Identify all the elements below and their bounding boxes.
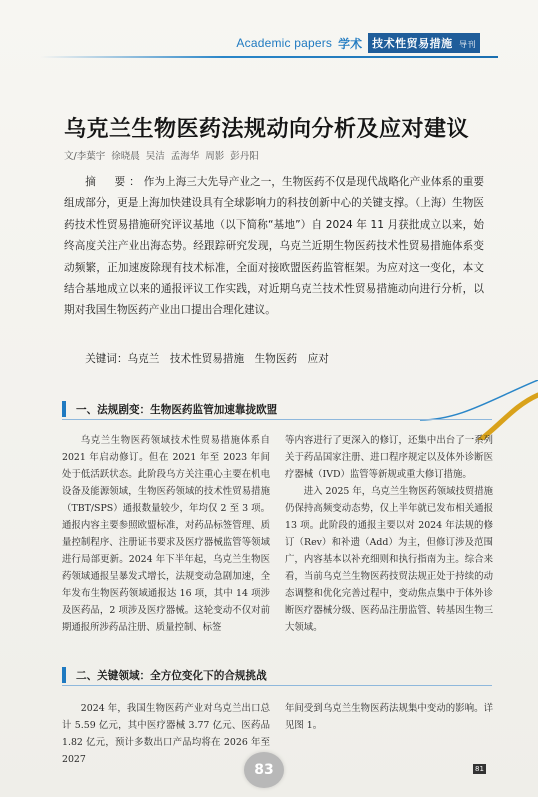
page-number-small: 81 [475,765,484,773]
abstract-paragraph [64,172,484,322]
section-1-column-left [62,432,270,636]
section-1-paragraph-3: 进入 2025 年，乌克兰生物医药领域技贸措施仍保持高频变动态势，仅上半年就已发布相关通报 13 项。此阶段的通报主要以对 2024 年法规的修订（Rev）和补遗（Add）为主，但修订涉及范围广，内容基本以补充细则和执行指南为主。综合来看，当前乌克兰生物医药技贸法规正处于持续的动态调整和优化完善过程中，变动焦点集中于体外诊断医疗器械分级、医药品注册监管、转基因生物三大领域。 [285,486,493,633]
page-number-badge: 83 [244,752,284,788]
article-authors: 文/李葉宇 徐晓晨 吴洁 孟海华 周影 彭丹阳 [64,151,259,162]
abstract-label: 摘 要： [85,176,144,188]
section-2-heading [62,664,273,686]
abstract-text: 作为上海三大先导产业之一，生物医药不仅是现代战略化产业体系的重要组成部分，更是上海加快建设具有全球影响力的科技创新中心的关键支撑。（上海）生物医药技术性贸易措施研究评议基地（以下简称“基地”）自 2024 年 11 月获批成立以来，始终高度关注产业出海态势。经跟踪研究发现，乌克兰近期生物医药技术性贸易措施体系变动频繁，正加速废除现有技术标准，全面对接欧盟医药监管框架。为应对这一变化，本文结合基地成立以来的通报评议工作实践，对近期乌克兰技术性贸易措施动向进行分析，以期对我国生物医药产业出口提出合理化建议。 [64,176,485,317]
section-2-rule [62,685,492,686]
abstract-block [64,172,484,322]
section-1-column-right [285,432,493,636]
journal-logo-tag: 导刊 [459,40,476,49]
section-2-column-left [62,700,270,768]
decorative-curve [420,380,538,440]
section-2-title: 二、关键领域：全方位变化下的合规挑战 [76,669,267,682]
section-1-rule [62,419,492,420]
section-2-paragraph-2: 年间受到乌克兰生物医药法规集中变动的影响。详见图 1。 [285,703,493,731]
header-divider [40,56,498,58]
section-1-title: 一、法规剧变：生物医药监管加速靠拢欧盟 [76,403,278,416]
section-2-column-right [285,700,493,734]
section-1-paragraph-2: 等内容进行了更深入的修订，还集中出台了一系列关于药品国家注册、进口程序规定以及体外诊断医疗器械（IVD）监管等新规或重大修订措施。 [285,435,493,480]
journal-header [0,33,538,57]
section-2-marker [62,667,66,683]
article-title: 乌克兰生物医药法规动向分析及应对建议 [64,117,470,142]
header-english-label: Academic papers [236,36,333,50]
journal-logo-text: 技术性贸易措施 [372,37,453,50]
section-1-paragraph-1: 乌克兰生物医药领域技术性贸易措施体系自 2021 年启动修订。但在 2021 年至 2023 年间处于低活跃状态。此阶段乌方关注重心主要在机电设备及能源领域，生物医药领域的技术性贸易措施（TBT/SPS）通报数量较少，年均仅 2 至 3 项。通报内容主要参照欧盟标准，对药品标签管理、质量控制程序、注册证书要求及医疗器械监管等领域进行局部更新。2024 年下半年起，乌克兰生物医药领域通报呈暴发式增长，法规变动急剧加速，全年发布生物医药领域通报达 16 项，其中 14 项涉及医药品，2 项涉及医疗器械。这轮变动不仅对前期通报所涉药品注册、质量控制、标签 [62,435,270,633]
section-1-marker [62,401,66,417]
header-branding [236,33,480,53]
section-1-heading [62,398,283,420]
keywords-line: 关键词：乌克兰 技术性贸易措施 生物医药 应对 [85,353,329,365]
header-section-label: 学术 [338,36,363,51]
journal-logo [368,33,480,53]
section-2-paragraph-1: 2024 年，我国生物医药产业对乌克兰出口总计 5.59 亿元，其中医疗器械 3.77 亿元、医药品 1.82 亿元，预计多数出口产品均将在 2026 年至 2027 [62,703,270,765]
